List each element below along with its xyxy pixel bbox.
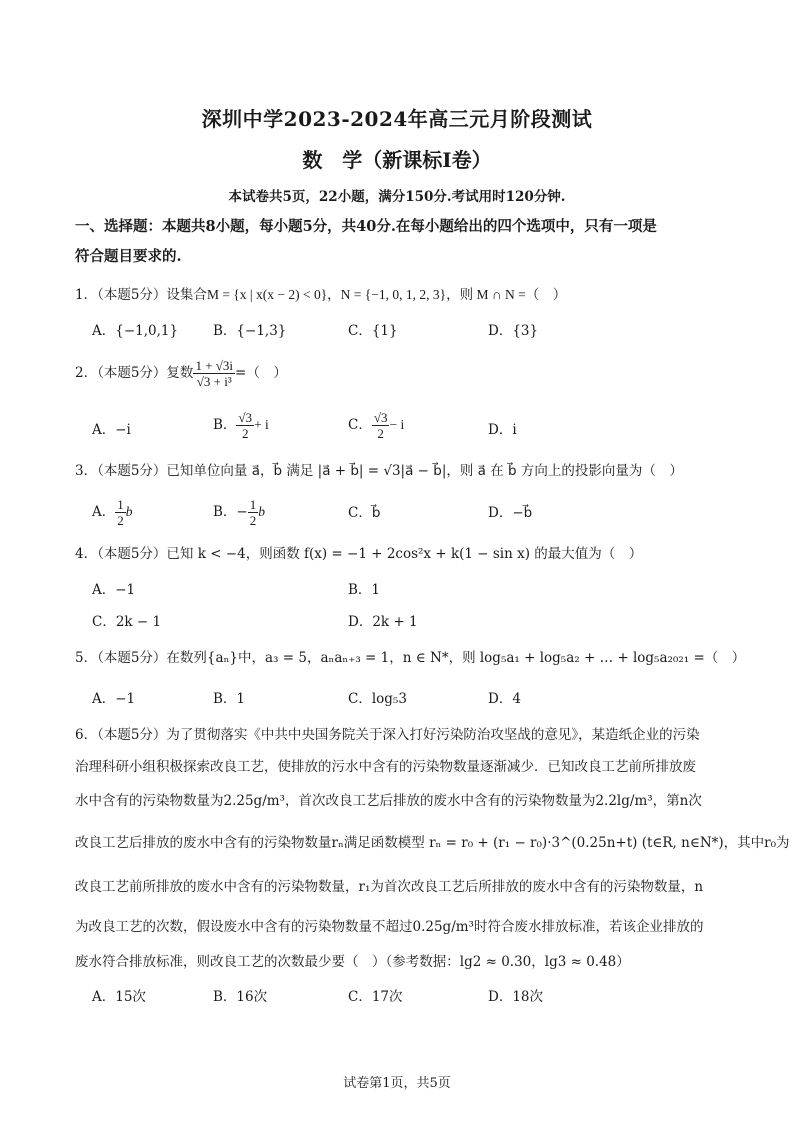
- exam-title: 深圳中学2023-2024年高三元月阶段测试: [201, 107, 593, 131]
- q4-option-a[interactable]: A．−1: [92, 582, 136, 598]
- q3-option-d[interactable]: D．−b⃗: [488, 505, 533, 521]
- question-6-line-2: 治理科研小组积极探索改良工艺，使排放的污水中含有的污染物数量逐渐减少．已知改良工艺前所排放废: [75, 759, 696, 775]
- question-3-stem: 3．（本题5分）已知单位向量 a⃗，b⃗ 满足 |a⃗ + b⃗| = √3|a⃗ − b⃗|，则 a⃗ 在 b⃗ 方向上的投影向量为（ ）: [75, 463, 683, 479]
- page-footer: 试卷第1页，共5页: [343, 1076, 451, 1091]
- section-heading-line1: 一、选择题：本题共8小题，每小题5分，共40分.在每小题给出的四个选项中，只有一项是: [75, 218, 657, 235]
- question-6-line-5: 改良工艺前所排放的废水中含有的污染物数量，r₁为首次改良工艺后所排放的废水中含有的污染物数量，n: [75, 879, 704, 895]
- q4-option-c[interactable]: C．2k − 1: [92, 614, 162, 630]
- question-2-fraction: $\frac{1 + √3i}{\text{√3 + i³}}$: [195, 358, 234, 389]
- q3-option-c[interactable]: C．b⃗: [348, 505, 381, 521]
- q2-option-c[interactable]: C． $\frac{√3}{2}$ − i: [348, 410, 405, 441]
- exam-subject: 数 学（新课标I卷）: [302, 148, 492, 172]
- question-6-line-4: 改良工艺后排放的废水中含有的污染物数量rₙ满足函数模型 rₙ = r₀ + (r₁ − r₀)·3^(0.25n+t) (t∈R, n∈N*)，其中r₀为: [75, 835, 790, 851]
- q1-option-b[interactable]: B．{−1,3}: [213, 323, 287, 339]
- q5-option-a[interactable]: A．−1: [92, 691, 136, 707]
- question-1-stem: [75, 285, 725, 305]
- q6-option-a[interactable]: A．15次: [92, 989, 146, 1005]
- q2-option-d[interactable]: D．i: [488, 422, 517, 438]
- q1-option-d[interactable]: D．{3}: [488, 323, 539, 339]
- question-6-line-3: 水中含有的污染物数量为2.25g/m³，首次改良工艺后排放的废水中含有的污染物数量为2.2lg/m³，第n次: [75, 793, 702, 809]
- exam-info: 本试卷共5页，22小题，满分150分.考试用时120分钟.: [228, 189, 566, 205]
- q3-option-b[interactable]: B．− $\frac{1}{2}$ b⃗: [213, 497, 276, 528]
- q4-option-d[interactable]: D．2k + 1: [348, 614, 418, 630]
- q1-option-c[interactable]: C．{1}: [348, 323, 398, 339]
- q6-option-b[interactable]: B．16次: [213, 989, 268, 1005]
- q6-option-c[interactable]: C．17次: [348, 989, 403, 1005]
- question-4-stem: 4．（本题5分）已知 k < −4，则函数 f(x) = −1 + 2cos²x + k(1 − sin x) 的最大值为（ ）: [75, 546, 643, 562]
- question-5-stem: 5．（本题5分）在数列{aₙ}中，a₃ = 5，aₙaₙ₊₃ = 1，n ∈ N*，则 log₅a₁ + log₅a₂ + … + log₅a₂₀₂₁ =（ ）: [75, 650, 746, 666]
- question-6-line-1: 6．（本题5分）为了贯彻落实《中共中央国务院关于深入打好污染防治攻坚战的意见》，某造纸企业的污染: [75, 727, 700, 743]
- q5-option-d[interactable]: D．4: [488, 691, 521, 707]
- question-6-line-6: 为改良工艺的次数，假设废水中含有的污染物数量不超过0.25g/m³时符合废水排放标准，若该企业排放的: [75, 919, 704, 935]
- q5-option-b[interactable]: B．1: [213, 691, 246, 707]
- section-heading-line2: 符合题目要求的.: [75, 248, 182, 265]
- question-2-prefix: 2．（本题5分）复数: [75, 365, 194, 381]
- q6-option-d[interactable]: D．18次: [488, 989, 544, 1005]
- question-2-stem: [75, 358, 725, 389]
- q2-option-b[interactable]: B． $\frac{√3}{2}$ + i: [213, 410, 269, 441]
- q4-option-b[interactable]: B．1: [348, 582, 381, 598]
- q2-option-a[interactable]: A．−i: [92, 422, 131, 438]
- question-6-line-7: 废水符合排放标准，则改良工艺的次数最少要（ ）（参考数据：lg2 ≈ 0.30，lg3 ≈ 0.48）: [75, 954, 630, 970]
- question-1-prefix: 1．（本题5分）设集合: [75, 287, 207, 303]
- q3-option-a[interactable]: A． $\frac{1}{2}$ b⃗: [92, 497, 144, 528]
- question-1-math: M = {x | x(x − 2) < 0}，N = {−1, 0, 1, 2, 3}，则 M ∩ N =（ ）: [206, 287, 567, 302]
- q5-option-c[interactable]: C．log₅3: [348, 691, 407, 707]
- q1-option-a[interactable]: A．{−1,0,1}: [92, 323, 179, 339]
- question-2-suffix: =（ ）: [235, 365, 287, 381]
